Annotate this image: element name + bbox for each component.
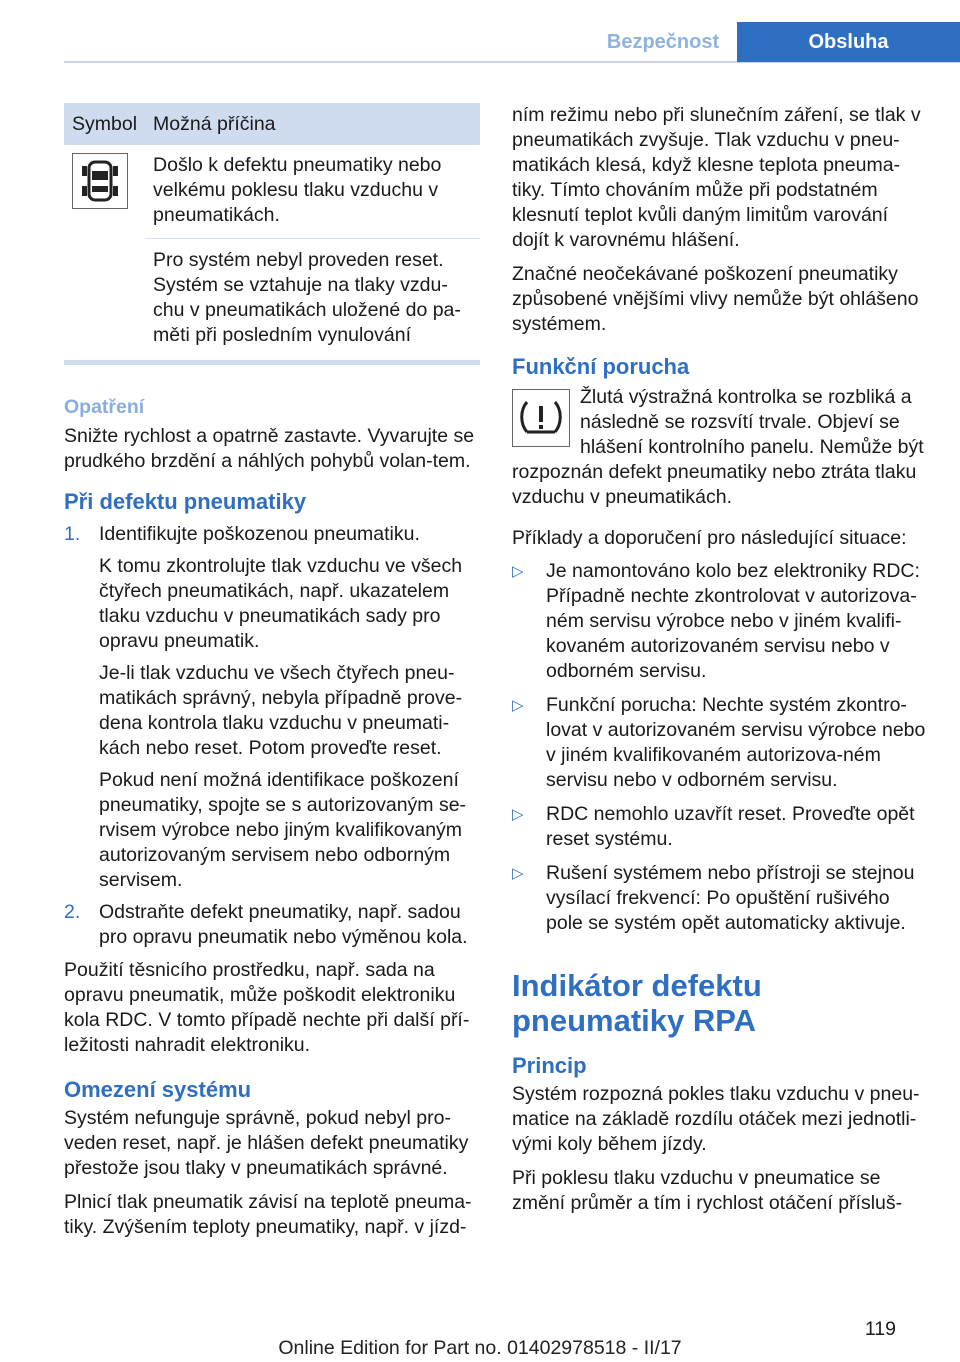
symbol-cell xyxy=(64,145,145,354)
col-cause-header: Možná příčina xyxy=(145,103,480,145)
list-item xyxy=(64,900,480,950)
principle-text-2: Při poklesu tlaku vzduchu v pneumatice se změní průměr a tím i rychlost otáčení přísluš- xyxy=(512,1167,903,1214)
tire-warning-icon xyxy=(512,389,570,447)
limits-text-1: Systém nefunguje správně, pokud nebyl pro-veden reset, např. je hlášen defekt pneumatiky přestože jsou tlaky v pneumatikách správné. xyxy=(64,1107,469,1179)
symbol-table xyxy=(64,103,480,354)
bullet-triangle-icon: ▷ xyxy=(512,865,524,882)
measures-text: Snižte rychlost a opatrně zastavte. Vyvarujte se prudkého brzdění a náhlých pohybů volan-tem. xyxy=(64,425,475,472)
footer-edition: Online Edition for Part no. 01402978518 - II/17 xyxy=(278,1337,682,1359)
bullet-triangle-icon: ▷ xyxy=(512,563,524,580)
page-number: 119 xyxy=(864,1318,896,1340)
rpa-heading: Indikátor defektu pneumatiky RPA xyxy=(512,968,762,1038)
step-text: K tomu zkontrolujte tlak vzduchu ve všech čtyřech pneumatikách, např. ukazatelem tlaku vzduchu v pneumatikách sady pro opravu pneumatik. xyxy=(99,555,463,652)
limits-heading: Omezení systému xyxy=(64,1077,252,1102)
step-number: 1. xyxy=(64,523,81,545)
bullet-triangle-icon: ▷ xyxy=(512,697,524,714)
cause-cell-2: Pro systém nebyl proveden reset. Systém se vztahuje na tlaky vzdu-chu v pneumatikách uložené do pa-měti při posledním vynulování xyxy=(145,239,480,355)
step-number: 2. xyxy=(64,901,81,923)
list-item: ▷ Rušení systémem nebo přístroji se stejnou vysílací frekvencí: Po opuštění rušivého pole se systém opět automaticky aktivuje. xyxy=(512,862,915,934)
tire-pressure-car-icon xyxy=(72,153,128,209)
step-text: Identifikujte poškozenou pneumatiku. xyxy=(99,523,420,545)
table-row xyxy=(64,145,480,239)
examples-intro: Příklady a doporučení pro následující situace: xyxy=(512,527,907,549)
list-item: ▷ RDC nemohlo uzavřít reset. Proveďte opět reset systému. xyxy=(512,803,915,850)
list-item: ▷ Je namontováno kolo bez elektroniky RDC: Případně nechte zkontrolovat v autorizova-ném servisu výrobce nebo v jiném kvalifi-kovaném autorizovaném servisu nebo v odborném servisu. xyxy=(512,560,920,682)
malfunction-heading: Funkční porucha xyxy=(512,354,690,379)
cause-cell-1: Došlo k defektu pneumatiky nebo velkému poklesu tlaku vzduchu v pneumatikách. xyxy=(153,154,442,226)
table-header-row xyxy=(64,103,480,145)
defect-steps xyxy=(64,522,480,950)
tab-bezpecnost[interactable]: Bezpečnost xyxy=(606,30,720,53)
left-column xyxy=(64,103,480,1249)
defect-heading: Při defektu pneumatiky xyxy=(64,489,307,514)
malfunction-block xyxy=(512,385,928,510)
step-text: Odstraňte defekt pneumatiky, např. sadou pro opravu pneumatik nebo výměnou kola. xyxy=(99,901,468,948)
col-symbol-header: Symbol xyxy=(64,103,145,145)
sealant-text: Použití těsnicího prostředku, např. sada na opravu pneumatik, může poškodit elektroniku kola RDC. V tomto případě nechte při další pří-ležitosti nahradit elektroniku. xyxy=(64,959,470,1056)
list-item xyxy=(64,522,480,893)
continued-text-2: Značné neočekávané poškození pneumatiky způsobené vnějšími vlivy nemůže být ohlášeno systémem. xyxy=(512,263,919,335)
step-text: Je-li tlak vzduchu ve všech čtyřech pneu-matikách správný, nebyla případně prove-dena kontrola tlaku vzduchu v pneumati-kách nebo reset. Potom proveďte reset. xyxy=(99,662,463,759)
continued-text-1: ním režimu nebo při slunečním záření, se tlak v pneumatikách zvyšuje. Tlak vzduchu v pneu-matikách klesá, když klesne teplota pneuma-tiky. Tímto chováním může při podstatném klesnutí teplot kvůli daným limitům varování dojít k varovnému hlášení. xyxy=(512,104,921,251)
table-bottom-rule xyxy=(64,360,480,365)
examples-list xyxy=(512,559,928,936)
bullet-triangle-icon: ▷ xyxy=(512,806,524,823)
list-item: ▷ Funkční porucha: Nechte systém zkontro-lovat v autorizovaném servisu výrobce nebo v jiném kvalifikovaném autorizova-ném servisu nebo v odborném servisu. xyxy=(512,694,926,791)
measures-heading: Opatření xyxy=(64,396,145,418)
principle-heading: Princip xyxy=(512,1053,587,1078)
step-text: Pokud není možná identifikace poškození pneumatiky, spojte se s autorizovaným se-rvisem výrobce nebo jiným kvalifikovaným autorizovaným servisem nebo odborným servisem. xyxy=(99,769,467,891)
malfunction-text: Žlutá výstražná kontrolka se rozbliká a následně se rozsvítí trvale. Objeví se hlášení kontrolního panelu. Nemůže být rozpoznán defekt pneumatiky nebo ztráta tlaku vzduchu v pneumatikách. xyxy=(512,386,924,508)
right-column xyxy=(512,103,928,1225)
tab-obsluha[interactable]: Obsluha xyxy=(737,22,960,62)
limits-text-2: Plnicí tlak pneumatik závisí na teplotě pneuma-tiky. Zvýšením teploty pneumatiky, např. v jízd- xyxy=(64,1191,472,1238)
principle-text-1: Systém rozpozná pokles tlaku vzduchu v pneu-matice na základě rozdílu otáček mezi jednotli-vými koly během jízdy. xyxy=(512,1083,920,1155)
